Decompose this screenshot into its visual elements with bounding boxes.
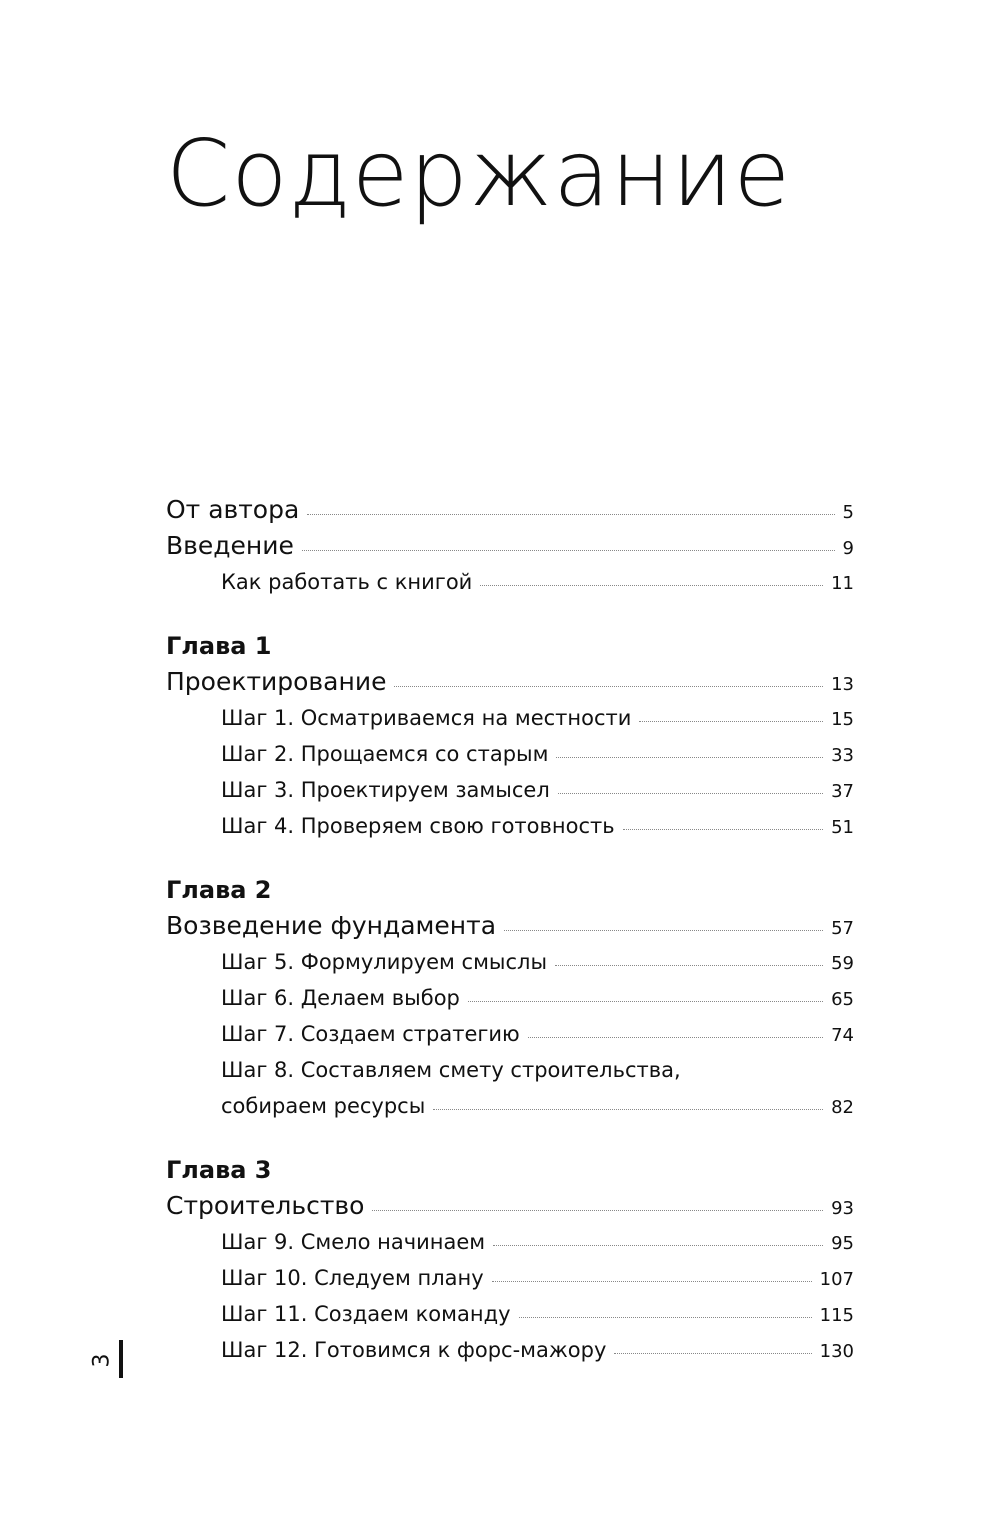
toc-entry-page: 93 [831,1198,854,1219]
toc-entry-page: 33 [831,745,854,766]
toc-entry-page: 11 [831,573,854,594]
toc-entry-step[interactable] [166,980,854,1016]
dot-leader [492,1281,812,1282]
folio-bar [119,1340,123,1378]
dot-leader [493,1245,823,1246]
dot-leader [528,1037,823,1038]
page-number: 3 [89,1353,115,1368]
toc-entry-label: собираем ресурсы [221,1094,426,1118]
toc-entry-page: 9 [842,538,854,559]
table-of-contents [166,492,854,1368]
toc-entry-label: Шаг 2. Прощаемся со старым [221,742,549,766]
toc-entry-page: 74 [831,1025,854,1046]
toc-entry-step-first-line[interactable] [166,1052,854,1088]
toc-entry-label: Шаг 4. Проверяем свою готовность [221,814,615,838]
toc-entry-page: 107 [819,1269,854,1290]
dot-leader [614,1353,811,1354]
toc-entry-page: 15 [831,709,854,730]
toc-entry-page: 65 [831,989,854,1010]
toc-entry-page: 59 [831,953,854,974]
toc-entry-label: Шаг 5. Формулируем смыслы [221,950,548,974]
toc-entry-chapter-title[interactable] [166,908,854,944]
dot-leader [504,930,823,931]
dot-leader [480,585,823,586]
toc-entry-step[interactable] [166,944,854,980]
chapter-heading: Глава 1 [166,632,272,660]
toc-entry-label: Как работать с книгой [221,570,473,594]
toc-entry-chapter-title[interactable] [166,664,854,700]
toc-entry-page: 51 [831,817,854,838]
toc-entry-step[interactable] [166,1296,854,1332]
dot-leader [519,1317,812,1318]
toc-entry-chapter-title[interactable] [166,1188,854,1224]
toc-entry-step[interactable] [166,1260,854,1296]
toc-entry-label: Возведение фундамента [166,911,497,940]
toc-entry-step[interactable] [166,1332,854,1368]
toc-entry-label: Шаг 1. Осматриваемся на местности [221,706,632,730]
toc-entry-page: 37 [831,781,854,802]
toc-entry-step[interactable] [166,700,854,736]
toc-entry-step[interactable] [166,772,854,808]
toc-entry-how-to-use[interactable] [166,564,854,600]
dot-leader [302,550,835,551]
toc-entry-label: Шаг 11. Создаем команду [221,1302,511,1326]
toc-entry-page: 95 [831,1233,854,1254]
toc-entry-label: Строительство [166,1191,365,1220]
dot-leader [558,793,823,794]
toc-entry-label: Шаг 7. Создаем стратегию [221,1022,520,1046]
dot-leader [372,1210,823,1211]
toc-entry-label: Шаг 8. Составляем смету строительства, [221,1058,681,1082]
dot-leader [468,1001,823,1002]
toc-entry-step[interactable] [166,736,854,772]
toc-entry-label: Шаг 12. Готовимся к форс-мажору [221,1338,607,1362]
toc-entry-step[interactable] [166,808,854,844]
toc-entry-label: Проектирование [166,667,387,696]
toc-entry-label: Шаг 3. Проектируем замысел [221,778,550,802]
toc-entry-page: 57 [831,918,854,939]
dot-leader [555,965,823,966]
chapter-heading: Глава 2 [166,876,272,904]
toc-entry-step[interactable] [166,1016,854,1052]
toc-entry-step[interactable] [166,1224,854,1260]
toc-entry-label: Введение [166,531,294,560]
toc-entry-label: Шаг 6. Делаем выбор [221,986,460,1010]
page-title: Содержание [166,120,792,227]
toc-entry-introduction[interactable] [166,528,854,564]
dot-leader [394,686,823,687]
dot-leader [623,829,823,830]
toc-entry-from-author[interactable] [166,492,854,528]
toc-entry-label: Шаг 9. Смело начинаем [221,1230,486,1254]
chapter-heading: Глава 3 [166,1156,272,1184]
dot-leader [433,1109,823,1110]
toc-entry-page: 115 [819,1305,854,1326]
toc-entry-page: 130 [819,1341,854,1362]
toc-entry-label: От автора [166,495,300,524]
page-number-marker [89,1340,128,1378]
toc-entry-step-continuation[interactable] [166,1088,854,1124]
toc-entry-page: 13 [831,674,854,695]
dot-leader [639,721,823,722]
toc-entry-page: 5 [842,502,854,523]
toc-entry-label: Шаг 10. Следуем плану [221,1266,484,1290]
dot-leader [307,514,834,515]
toc-entry-page: 82 [831,1097,854,1118]
dot-leader [556,757,823,758]
